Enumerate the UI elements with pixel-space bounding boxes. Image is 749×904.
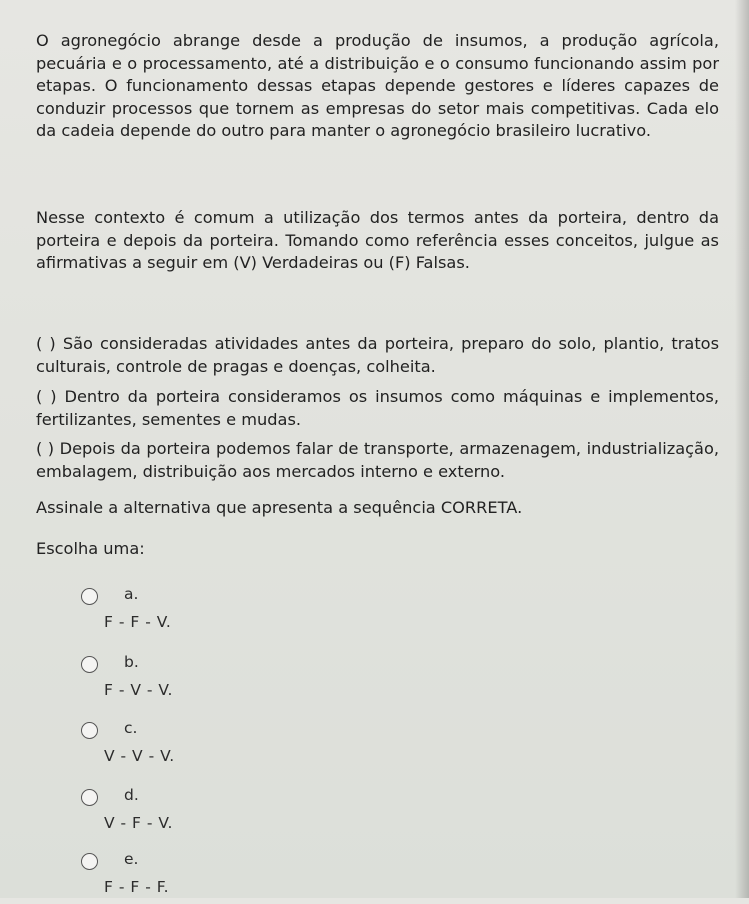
- question-instruction: Assinale a alternativa que apresenta a sequência CORRETA.: [36, 498, 523, 517]
- option-e-text: F - F - F.: [104, 878, 170, 896]
- statement-1: ( ) São consideradas atividades antes da porteira, preparo do solo, plantio, tratos culturais, controle de pragas e doenças, colheita.: [36, 334, 719, 376]
- option-a-radio[interactable]: [81, 588, 98, 605]
- option-a-text: F - F - V.: [104, 613, 172, 631]
- screen-edge-shadow: [735, 0, 749, 898]
- option-d-text: V - F - V.: [104, 814, 173, 832]
- question-paragraph-2: Nesse contexto é comum a utilização dos termos antes da porteira, dentro da porteira e depois da porteira. Tomando como referência esses conceitos, julgue as afirmativas a seguir em (V) Verdadeiras ou (F) Falsas.: [36, 208, 719, 272]
- option-c-radio[interactable]: [81, 722, 98, 739]
- option-a[interactable]: [78, 583, 378, 639]
- option-c-letter: c.: [124, 719, 138, 737]
- option-b-text: F - V - V.: [104, 681, 173, 699]
- option-e-radio[interactable]: [81, 853, 98, 870]
- choose-label: Escolha uma:: [36, 539, 145, 558]
- option-b-radio[interactable]: [81, 656, 98, 673]
- option-d[interactable]: [78, 784, 378, 840]
- option-c[interactable]: [78, 717, 378, 773]
- option-e[interactable]: [78, 848, 378, 904]
- option-b-letter: b.: [124, 653, 139, 671]
- option-d-letter: d.: [124, 786, 139, 804]
- option-b[interactable]: [78, 651, 378, 707]
- question-paragraph-1: O agronegócio abrange desde a produção de insumos, a produção agrícola, pecuária e o processamento, até a distribuição e o consumo funcionando assim por etapas. O funcionamento dessas etapas depende gestores e líderes capazes de conduzir processos que tornem as empresas do setor mais competitivas. Cada elo da cadeia depende do outro para manter o agronegócio brasileiro lucrativo.: [36, 31, 719, 140]
- statement-3: ( ) Depois da porteira podemos falar de transporte, armazenagem, industrialização, embalagem, distribuição aos mercados interno e externo.: [36, 439, 719, 481]
- option-e-letter: e.: [124, 850, 139, 868]
- option-a-letter: a.: [124, 585, 139, 603]
- option-c-text: V - V - V.: [104, 747, 175, 765]
- statement-2: ( ) Dentro da porteira consideramos os insumos como máquinas e implementos, fertilizantes, sementes e mudas.: [36, 387, 719, 429]
- option-d-radio[interactable]: [81, 789, 98, 806]
